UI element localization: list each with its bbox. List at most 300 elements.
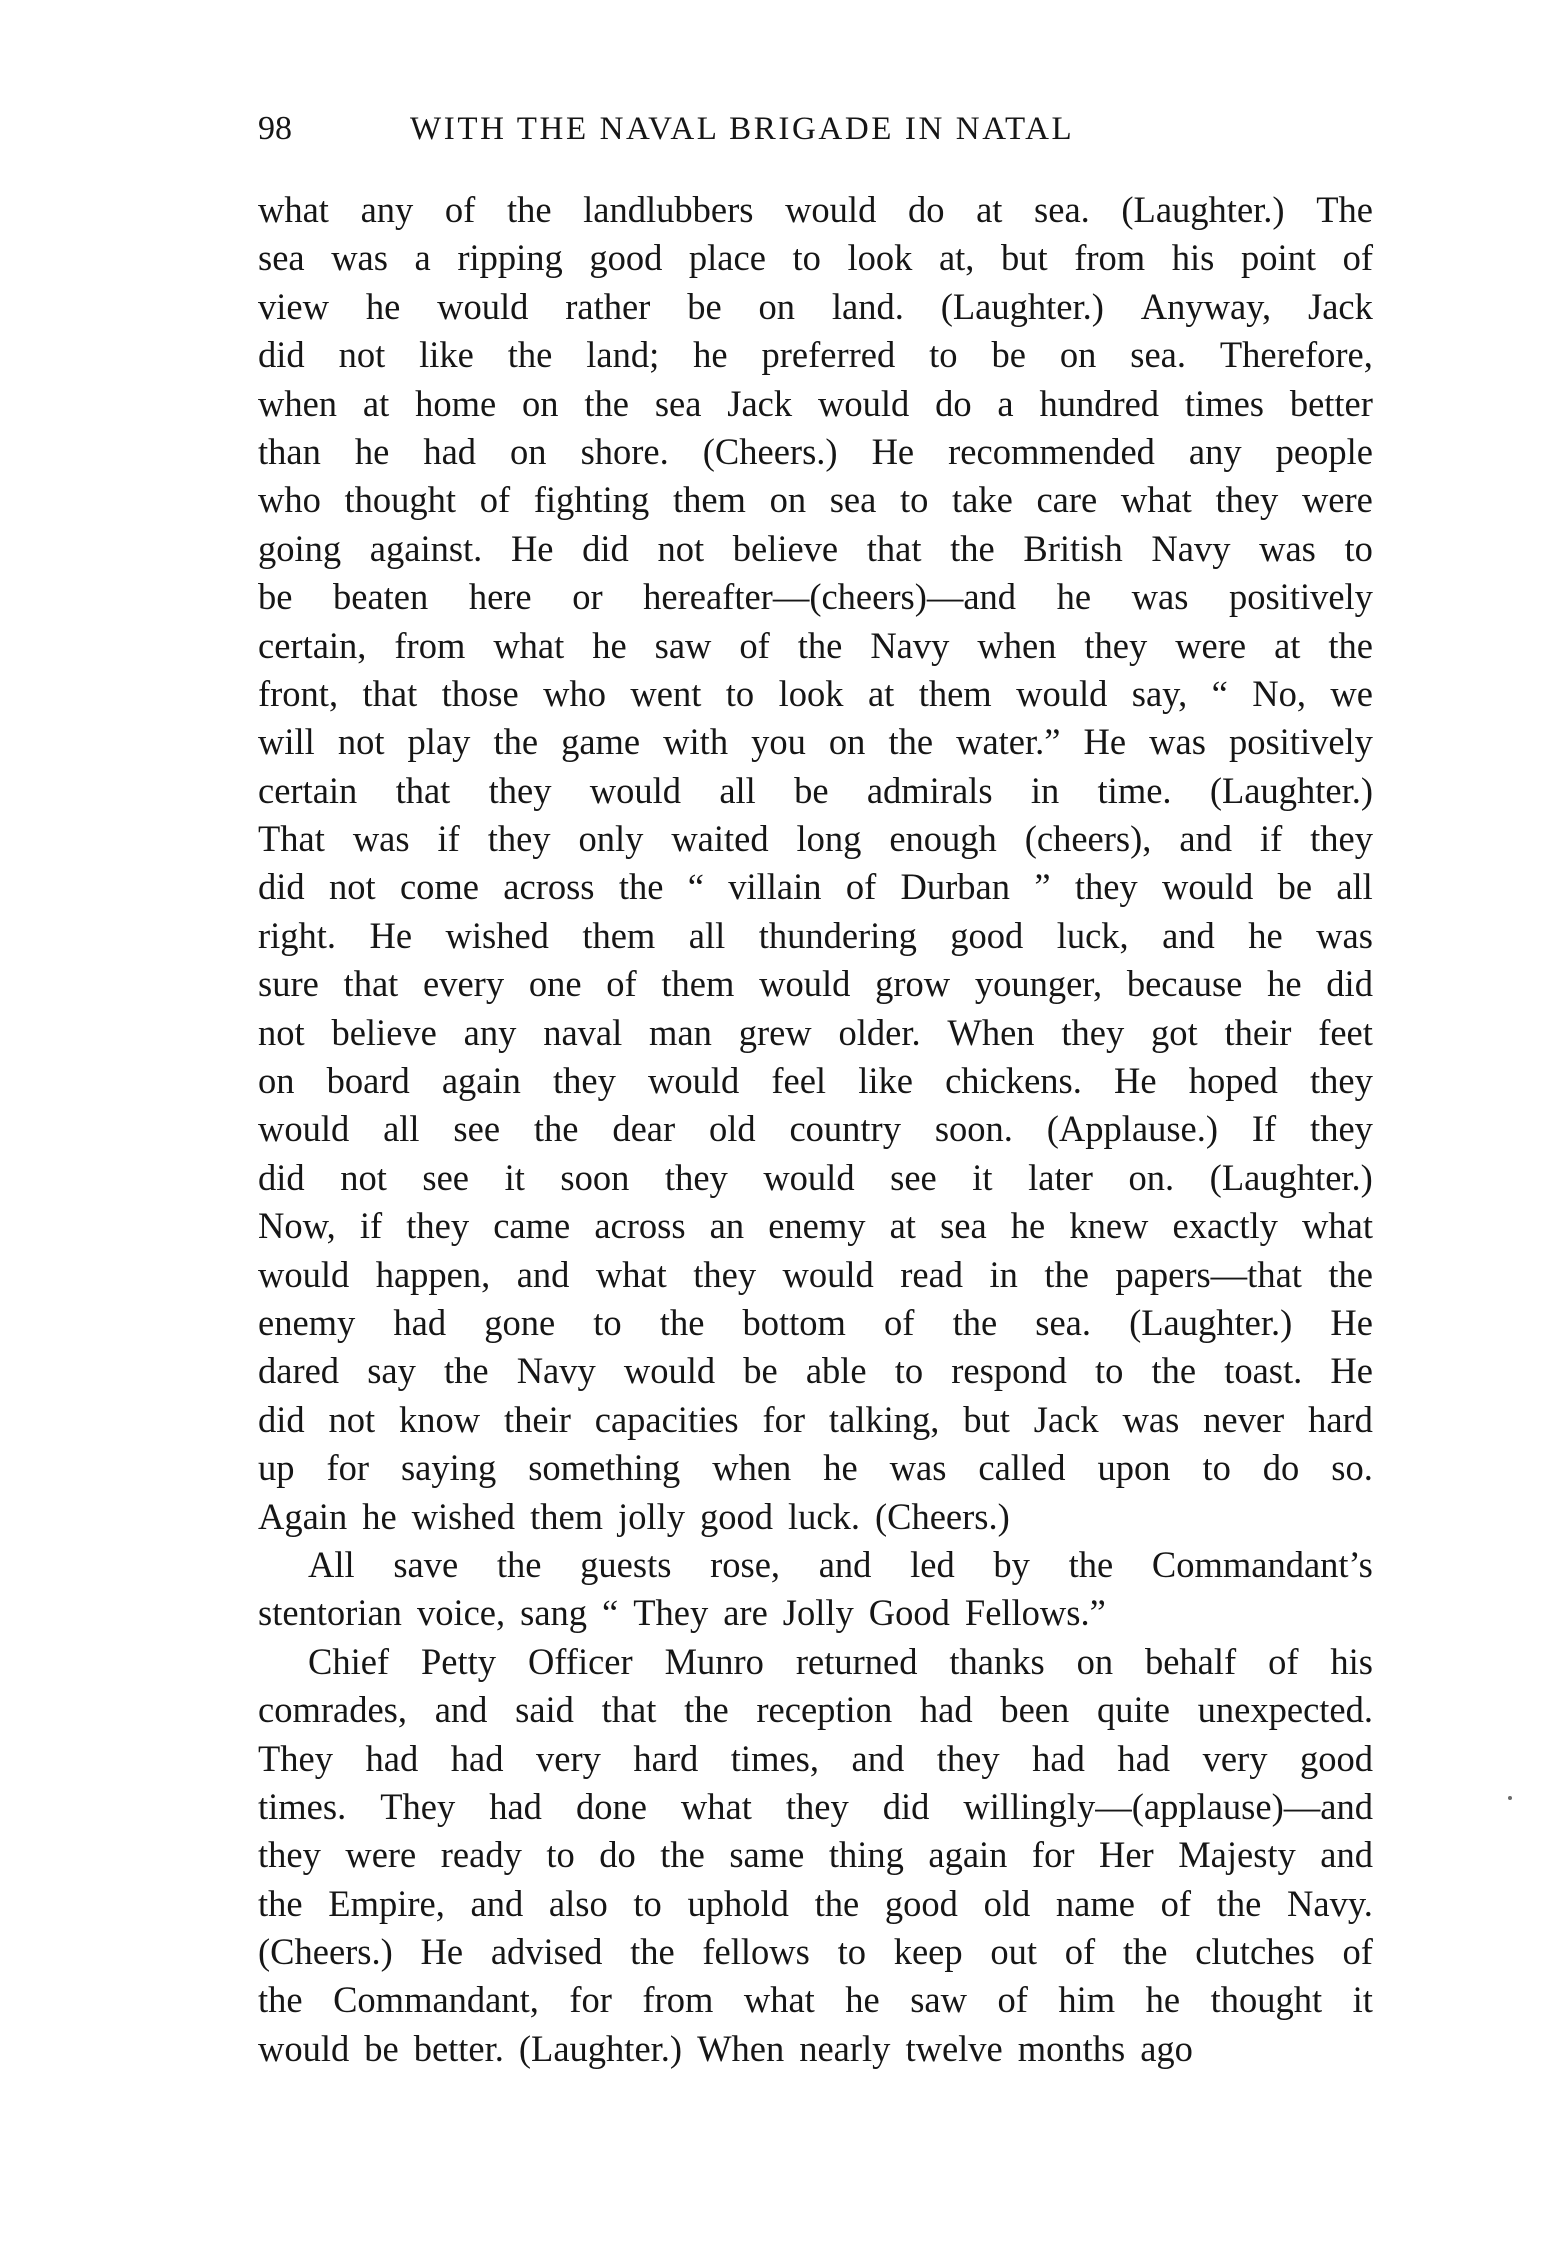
word: had bbox=[489, 1785, 542, 1827]
word: than bbox=[258, 430, 321, 472]
word: had bbox=[1117, 1737, 1171, 1779]
text-line bbox=[258, 767, 1373, 815]
word: landlubbers bbox=[583, 189, 754, 230]
text-line bbox=[258, 283, 1373, 331]
word: thing bbox=[828, 1834, 904, 1876]
word: on bbox=[758, 285, 796, 327]
word: at, bbox=[938, 237, 975, 279]
word: play bbox=[407, 721, 471, 763]
word: would bbox=[817, 382, 910, 424]
word: see bbox=[422, 1156, 470, 1198]
word: (Cheers.) bbox=[702, 430, 838, 472]
word: say, bbox=[1131, 672, 1188, 714]
word: wished bbox=[411, 1495, 516, 1537]
word: any bbox=[463, 1011, 517, 1053]
word: was bbox=[331, 237, 388, 279]
word: what bbox=[743, 1979, 815, 2021]
word: had bbox=[450, 1737, 504, 1779]
word: villain bbox=[728, 866, 822, 908]
word: would bbox=[258, 2027, 350, 2069]
word: saw bbox=[910, 1979, 967, 2021]
word: to bbox=[899, 479, 929, 521]
word: they bbox=[664, 1156, 728, 1198]
word: home bbox=[415, 382, 497, 424]
word: do bbox=[1262, 1447, 1300, 1489]
word: but bbox=[963, 1398, 1010, 1440]
word: enough bbox=[889, 818, 997, 860]
word: dared bbox=[258, 1350, 340, 1392]
word: certain bbox=[258, 769, 358, 811]
text-line bbox=[258, 863, 1373, 911]
text-line bbox=[258, 1105, 1373, 1153]
word: the bbox=[1122, 1931, 1168, 1973]
word: they bbox=[1084, 624, 1148, 666]
word: had bbox=[919, 1689, 973, 1731]
word: (Laughter.) bbox=[940, 285, 1104, 327]
word: his bbox=[1330, 1640, 1373, 1682]
word: sea bbox=[258, 237, 305, 279]
text-line bbox=[258, 1347, 1373, 1395]
word: the bbox=[630, 1931, 675, 1973]
word: also bbox=[548, 1882, 608, 1924]
word: done bbox=[575, 1785, 647, 1827]
word: if bbox=[359, 1205, 383, 1247]
text-line bbox=[258, 1880, 1373, 1928]
word: the bbox=[258, 1979, 303, 2021]
word: be bbox=[743, 1350, 778, 1392]
word: had bbox=[393, 1301, 447, 1343]
word: again bbox=[928, 1834, 1008, 1876]
word: his bbox=[1171, 237, 1215, 279]
word: not bbox=[258, 1011, 305, 1053]
word: sang bbox=[520, 1592, 588, 1634]
text-line bbox=[258, 1735, 1373, 1783]
word: they bbox=[785, 1785, 849, 1827]
word: dear bbox=[612, 1108, 676, 1150]
word: all bbox=[1336, 866, 1373, 908]
word: he bbox=[693, 334, 728, 376]
text-line bbox=[258, 1783, 1373, 1831]
word: ago bbox=[1140, 2027, 1193, 2069]
word: they bbox=[258, 1834, 321, 1876]
word: believe bbox=[732, 527, 839, 569]
body-text bbox=[258, 186, 1373, 2073]
text-line bbox=[258, 573, 1373, 621]
word: place bbox=[688, 237, 766, 279]
word: to bbox=[894, 1350, 924, 1392]
word: called bbox=[978, 1447, 1066, 1489]
word: to bbox=[546, 1834, 575, 1876]
word: (Laughter.) bbox=[1209, 769, 1373, 811]
word: he bbox=[1248, 914, 1283, 956]
word: of bbox=[1342, 1931, 1373, 1973]
word: at bbox=[889, 1205, 916, 1247]
word: Jack bbox=[1308, 285, 1373, 327]
word: he bbox=[1145, 1979, 1181, 2021]
word: Commandant, bbox=[333, 1979, 539, 2021]
word: know bbox=[399, 1398, 481, 1440]
word: he bbox=[354, 430, 390, 472]
word: not bbox=[657, 527, 705, 569]
word: led bbox=[910, 1543, 955, 1585]
word: did bbox=[258, 334, 305, 376]
word: any bbox=[360, 189, 414, 230]
word: If bbox=[1251, 1108, 1277, 1150]
word: here bbox=[468, 576, 532, 618]
word: the bbox=[584, 382, 629, 424]
word: (Cheers.) bbox=[874, 1495, 1010, 1537]
text-line bbox=[258, 815, 1373, 863]
word: they bbox=[1310, 818, 1373, 860]
word: nearly bbox=[799, 2027, 891, 2069]
word: Navy bbox=[516, 1350, 596, 1392]
word: when bbox=[977, 624, 1057, 666]
word: would bbox=[437, 285, 529, 327]
word: all bbox=[688, 914, 726, 956]
word: be bbox=[991, 334, 1026, 376]
word: sea bbox=[654, 382, 702, 424]
word: at bbox=[976, 189, 1003, 230]
word: would bbox=[785, 189, 877, 230]
word: they bbox=[1061, 1011, 1125, 1053]
word: would bbox=[1162, 866, 1254, 908]
word: in bbox=[989, 1253, 1018, 1295]
word: and bbox=[818, 1543, 872, 1585]
text-line bbox=[258, 1686, 1373, 1734]
word: Jolly bbox=[782, 1592, 854, 1634]
word: better. bbox=[413, 2027, 504, 2069]
word: gone bbox=[484, 1301, 556, 1343]
word: for bbox=[326, 1447, 370, 1489]
word: when bbox=[258, 382, 338, 424]
word: read bbox=[900, 1253, 964, 1295]
word: Majesty bbox=[1178, 1834, 1296, 1876]
word: be bbox=[364, 2027, 399, 2069]
word: Munro bbox=[664, 1640, 764, 1682]
word: positively bbox=[1228, 721, 1373, 763]
word: for bbox=[762, 1398, 806, 1440]
word: shore. bbox=[580, 430, 669, 472]
word: of bbox=[845, 866, 877, 908]
word: save bbox=[393, 1543, 459, 1585]
word: Good bbox=[868, 1592, 950, 1634]
word: the bbox=[533, 1108, 579, 1150]
word: he bbox=[592, 624, 627, 666]
word: knew bbox=[1069, 1205, 1149, 1247]
word: from bbox=[394, 624, 466, 666]
word: (Laughter.) bbox=[1121, 189, 1285, 230]
word: the bbox=[952, 1301, 998, 1343]
word: to bbox=[837, 1931, 866, 1973]
word: (Applause.) bbox=[1046, 1108, 1219, 1150]
word: luck, bbox=[1056, 914, 1129, 956]
word: on. bbox=[1128, 1156, 1175, 1198]
word: soon. bbox=[934, 1108, 1013, 1150]
word: to bbox=[633, 1882, 662, 1924]
word: Again bbox=[258, 1495, 348, 1537]
word: the bbox=[506, 189, 552, 230]
word: only bbox=[578, 818, 644, 860]
word: they bbox=[1310, 1108, 1373, 1150]
word: every bbox=[423, 963, 505, 1005]
text-line bbox=[258, 476, 1373, 524]
word: or bbox=[572, 576, 603, 618]
text-line bbox=[258, 1057, 1373, 1105]
text-line bbox=[258, 1251, 1373, 1299]
word: in bbox=[1030, 769, 1060, 811]
word: That bbox=[258, 818, 325, 860]
word: of bbox=[479, 479, 511, 521]
word: him bbox=[1058, 1979, 1116, 2021]
word: jolly bbox=[618, 1495, 685, 1537]
word: it bbox=[504, 1156, 525, 1198]
word: their bbox=[1224, 1011, 1292, 1053]
word: “ bbox=[1211, 672, 1228, 714]
word: He bbox=[1083, 721, 1127, 763]
word: be bbox=[687, 285, 722, 327]
word: the bbox=[618, 866, 664, 908]
word: to bbox=[1202, 1447, 1231, 1489]
word: the bbox=[443, 1350, 489, 1392]
word: never bbox=[1203, 1398, 1285, 1440]
word: that bbox=[362, 672, 418, 714]
word: Navy. bbox=[1287, 1882, 1373, 1924]
word: would bbox=[763, 1156, 855, 1198]
word: be bbox=[258, 576, 293, 618]
text-line bbox=[258, 1928, 1373, 1976]
word: younger, bbox=[974, 963, 1103, 1005]
word: that bbox=[601, 1689, 657, 1731]
word: he bbox=[845, 1979, 880, 2021]
word: fighting bbox=[533, 479, 650, 521]
word: preferred bbox=[761, 334, 896, 376]
word: of bbox=[739, 624, 770, 666]
word: land; bbox=[586, 334, 660, 376]
text-line bbox=[258, 428, 1373, 476]
word: all bbox=[383, 1108, 420, 1150]
word: (Laughter.) bbox=[1209, 1156, 1373, 1198]
word: and bbox=[1320, 1834, 1373, 1876]
word: sea. bbox=[1035, 1301, 1091, 1343]
word: the bbox=[1151, 1350, 1197, 1392]
text-line bbox=[258, 186, 1373, 234]
word: the bbox=[507, 334, 553, 376]
word: name bbox=[1055, 1882, 1135, 1924]
word: recommended bbox=[948, 430, 1155, 472]
word: old bbox=[983, 1882, 1031, 1924]
word: across bbox=[503, 866, 595, 908]
word: believe bbox=[331, 1011, 437, 1053]
word: got bbox=[1151, 1011, 1198, 1053]
word: ” bbox=[1034, 866, 1051, 908]
word: the bbox=[1328, 624, 1373, 666]
word: on bbox=[522, 382, 559, 424]
word: be bbox=[794, 769, 829, 811]
word: waited bbox=[671, 818, 769, 860]
word: on bbox=[1076, 1640, 1114, 1682]
word: naval bbox=[543, 1011, 623, 1053]
word: behalf bbox=[1144, 1640, 1237, 1682]
word: Navy bbox=[1151, 527, 1231, 569]
word: view bbox=[258, 285, 329, 327]
text-line bbox=[258, 1493, 1373, 1541]
word: Jack bbox=[727, 382, 793, 424]
word: will bbox=[258, 721, 315, 763]
word: going bbox=[258, 527, 342, 569]
word: advised bbox=[490, 1931, 603, 1973]
word: bottom bbox=[742, 1301, 846, 1343]
word: very bbox=[1202, 1737, 1268, 1779]
word: did bbox=[258, 866, 305, 908]
word: Officer bbox=[527, 1640, 633, 1682]
word: of bbox=[1268, 1640, 1299, 1682]
word: sea. bbox=[1034, 189, 1090, 230]
text-line bbox=[258, 1396, 1373, 1444]
word: was bbox=[352, 818, 410, 860]
word: He bbox=[369, 914, 413, 956]
word: Now, bbox=[258, 1205, 336, 1247]
word: would bbox=[589, 769, 682, 811]
word: to bbox=[1344, 527, 1373, 569]
word: Therefore, bbox=[1219, 334, 1373, 376]
word: up bbox=[258, 1447, 295, 1489]
word: ready bbox=[440, 1834, 522, 1876]
word: them bbox=[582, 914, 656, 956]
word: be bbox=[1277, 866, 1313, 908]
word: they bbox=[487, 818, 551, 860]
word: (Cheers.) bbox=[258, 1931, 393, 1973]
word: Durban bbox=[900, 866, 1011, 908]
word: of bbox=[1342, 237, 1373, 279]
text-line bbox=[258, 912, 1373, 960]
word: the bbox=[814, 1882, 860, 1924]
word: the bbox=[659, 1301, 705, 1343]
word: they bbox=[553, 1060, 616, 1102]
word: stentorian bbox=[258, 1592, 402, 1634]
word: exactly bbox=[1172, 1205, 1278, 1247]
word: all bbox=[719, 769, 756, 811]
word: water.” bbox=[956, 721, 1061, 763]
word: and bbox=[1162, 914, 1215, 956]
word: He bbox=[871, 430, 915, 472]
word: would bbox=[782, 1253, 874, 1295]
text-line bbox=[258, 1154, 1373, 1202]
word: like bbox=[858, 1060, 913, 1102]
text-line bbox=[258, 1976, 1373, 2024]
word: to bbox=[593, 1301, 622, 1343]
word: they bbox=[1215, 479, 1279, 521]
text-line bbox=[258, 380, 1373, 428]
word: man bbox=[649, 1011, 712, 1053]
word: hereafter—(cheers)—and bbox=[643, 576, 1017, 618]
word: happen, bbox=[375, 1253, 491, 1295]
word: from bbox=[642, 1979, 714, 2021]
word: good bbox=[699, 1495, 773, 1537]
word: Empire, bbox=[328, 1882, 445, 1924]
word: He bbox=[1330, 1301, 1373, 1343]
word: if bbox=[1259, 818, 1283, 860]
word: times, bbox=[730, 1737, 819, 1779]
word: They bbox=[380, 1785, 456, 1827]
word: hundred bbox=[1039, 382, 1160, 424]
word: to bbox=[725, 672, 755, 714]
word: beaten bbox=[333, 576, 429, 618]
word: Fellows.” bbox=[964, 1592, 1106, 1634]
word: do bbox=[907, 189, 945, 230]
word: sea bbox=[940, 1205, 987, 1247]
word: what bbox=[493, 624, 565, 666]
word: did bbox=[882, 1785, 930, 1827]
text-line bbox=[258, 1541, 1373, 1589]
word: them bbox=[918, 672, 992, 714]
word: the bbox=[496, 1543, 542, 1585]
text-line bbox=[258, 525, 1373, 573]
word: was bbox=[1122, 1398, 1180, 1440]
word: of bbox=[1064, 1931, 1096, 1973]
word: hoped bbox=[1188, 1060, 1278, 1102]
word: did bbox=[258, 1156, 305, 1198]
word: he bbox=[362, 1495, 397, 1537]
word: an bbox=[709, 1205, 745, 1247]
word: and bbox=[1179, 818, 1233, 860]
word: he bbox=[1056, 576, 1092, 618]
word: would bbox=[648, 1060, 740, 1102]
word: of bbox=[444, 189, 476, 230]
word: had bbox=[1032, 1737, 1085, 1779]
word: them bbox=[661, 963, 735, 1005]
word: quite bbox=[1096, 1689, 1170, 1731]
word: because bbox=[1126, 963, 1243, 1005]
word: The bbox=[1316, 189, 1373, 230]
word: came bbox=[493, 1205, 571, 1247]
text-line bbox=[258, 1831, 1373, 1879]
word: a bbox=[414, 237, 431, 279]
word: All bbox=[308, 1543, 355, 1585]
word: do bbox=[599, 1834, 636, 1876]
word: good bbox=[1299, 1737, 1373, 1779]
word: was bbox=[1149, 721, 1206, 763]
word: comrades, bbox=[258, 1689, 407, 1731]
word: soon bbox=[560, 1156, 630, 1198]
word: care bbox=[1036, 479, 1098, 521]
word: “ bbox=[687, 866, 704, 908]
word: thundering bbox=[758, 914, 917, 956]
word: months bbox=[1017, 2027, 1126, 2069]
word: good bbox=[950, 914, 1024, 956]
word: front, bbox=[258, 672, 339, 714]
word: did bbox=[258, 1398, 305, 1440]
word: Chief bbox=[308, 1640, 390, 1682]
word: would bbox=[623, 1350, 716, 1392]
word: across bbox=[594, 1205, 686, 1247]
word: at bbox=[867, 672, 895, 714]
word: sea bbox=[829, 479, 877, 521]
text-line bbox=[258, 331, 1373, 379]
word: on bbox=[510, 430, 547, 472]
word: were bbox=[1301, 479, 1373, 521]
word: admirals bbox=[866, 769, 993, 811]
word: older. bbox=[838, 1011, 921, 1053]
word: rose, bbox=[710, 1543, 781, 1585]
word: sea. bbox=[1130, 334, 1186, 376]
word: Anyway, bbox=[1140, 285, 1272, 327]
word: good bbox=[884, 1882, 958, 1924]
word: They bbox=[633, 1592, 709, 1634]
text-line bbox=[258, 1444, 1373, 1492]
word: rather bbox=[565, 285, 651, 327]
word: them bbox=[530, 1495, 604, 1537]
word: the bbox=[1068, 1543, 1114, 1585]
